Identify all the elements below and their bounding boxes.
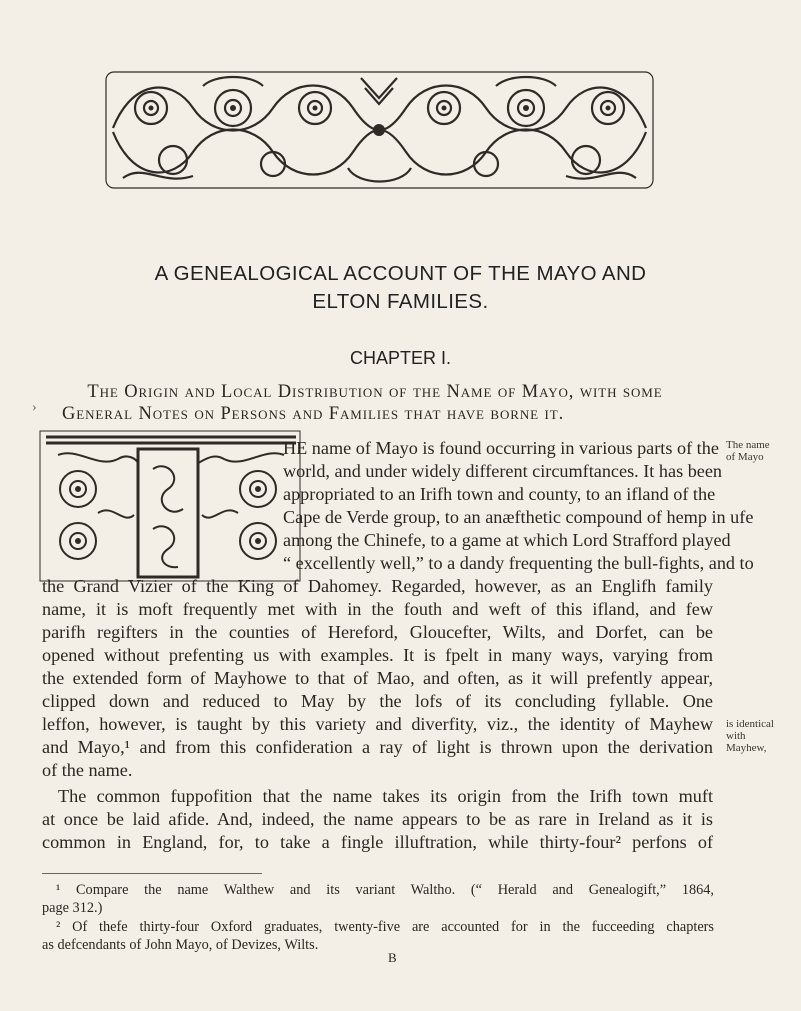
body-line: the extended form of Mayhowe to that of Mao, and often, as it will prefently appear, [42,668,713,688]
body-line: leffon, however, is taught by this variety and diverfity, viz., the identity of Mayhew [42,714,713,734]
body-line: The common fuppofition that the name takes its origin from the Irifh town muft [58,786,713,806]
signature-mark: B [388,950,397,965]
body-line: clipped down and reduced to May by the lofs of its concluding fyllable. One [42,691,713,711]
sidenote-line: Mayhew, [726,742,767,754]
footnote-1-line-2: page 312.) [42,900,103,916]
body-line: common in England, for, to take a fingle illuftration, while thirty-four² perfons of [42,832,713,852]
book-title-line-2: ELTON FAMILIES. [312,290,489,313]
chapter-heading: CHAPTER I. [349,348,451,368]
body-line: among the Chinefe, to a game at which Lord Strafford played [283,530,731,550]
body-line: opened without prefenting us with examples. It is fpelt in many ways, varying from [42,645,713,665]
body-line: “ excellently well,” to a dandy frequenting the bull-fights, and to [283,553,754,573]
margin-mark: › [32,400,37,415]
body-line: of the name. [42,760,133,780]
decorated-initial-icon [38,429,304,583]
body-line: world, and under widely different circumftances. It has been [283,461,723,481]
sidenote-line: The name [726,439,770,451]
sidenote-line: of Mayo [726,451,764,463]
body-line: and Mayo,¹ and from this confideration a ray of light is thrown upon the derivation [42,737,713,757]
body-line: name, it is moft frequently met with in the fouth and weft of this ifland, and few [42,599,713,619]
book-title-line-1: A GENEALOGICAL ACCOUNT OF THE MAYO AND [154,262,647,285]
footnote-1-line-1: ¹ Compare the name Walthew and its variant Waltho. (“ Herald and Genealogift,” 1864, [56,882,714,898]
chapter-subtitle-line-2: General Notes on Persons and Families that have borne it. [62,404,565,424]
body-line: at once be laid afide. And, indeed, the name appears to be as rare in Ireland as it is [42,809,713,829]
body-line: the Grand Vizier of the King of Dahomey. Regarded, however, as an Englifh family [42,576,713,596]
body-line: appropriated to an Irifh town and county, to an ifland of the [283,484,716,504]
chapter-subtitle-line-1: The Origin and Local Distribution of the Name of Mayo, with some [87,382,663,402]
body-line: HE name of Mayo is found occurring in various parts of the [283,438,719,458]
sidenote-identical-mayhew [726,718,796,754]
ornamental-headpiece [103,68,656,192]
sidenote-line: is identical [726,718,774,730]
sidenote-name-of-mayo [726,439,796,463]
sidenote-line: with [726,730,746,742]
body-line: parifh regifters in the counties of Hereford, Gloucefter, Wilts, and Dorfet, can be [42,622,713,642]
footnote-2-line-1: ² Of thefe thirty-four Oxford graduates, twenty-five are accounted for in the fucceeding chapters [56,919,714,935]
footnote-rule [42,873,262,874]
footnote-2-line-2: as defcendants of John Mayo, of Devizes, Wilts. [42,937,319,953]
body-line: Cape de Verde group, to an anæfthetic compound of hemp in ufe [283,507,754,527]
